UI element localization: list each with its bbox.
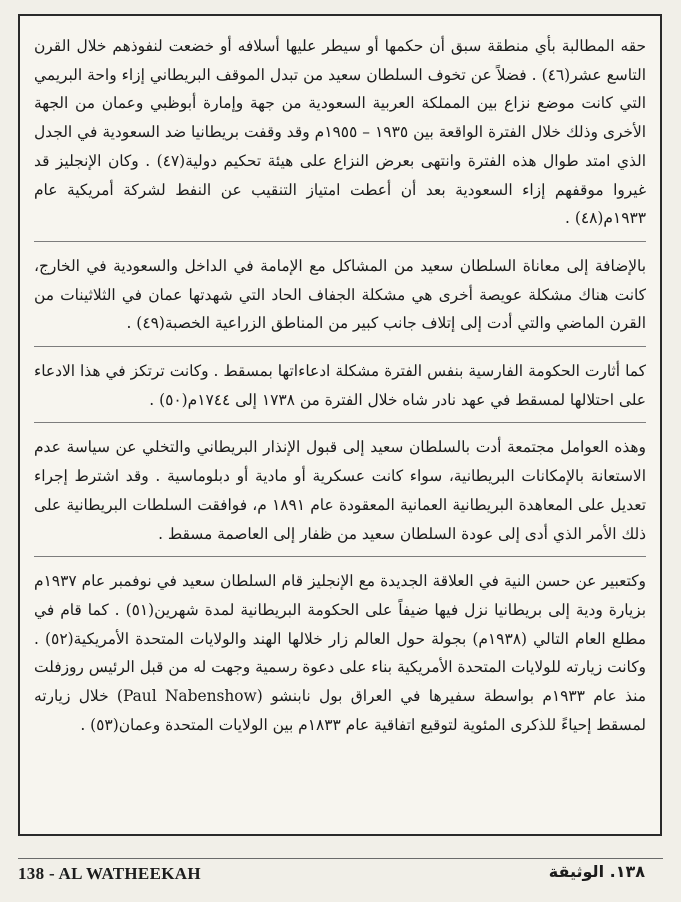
paragraph: حقه المطالبة بأي منطقة سبق أن حكمها أو سيطر عليها أسلافه أو خضعت لنفوذهم خلال القرن التاسع عشر(٤٦) . فضلاً عن تخوف السلطان سعيد من تبدل الموقف البريطاني إزاء واحة البريمي التي كانت موضع نزاع بين المملكة العربية السعودية من جهة وإمارة أبوظبي وعمان من الجهة الأخرى وذلك خلال الفترة الواقعة بين ١٩٣٥ – ١٩٥٥م وقد وقفت بريطانيا ضد السعودية في الجدل الذي امتد طوال هذه الفترة وانتهى بعرض النزاع على هيئة تحكيم دولية(٤٧) . وكان الإنجليز قد غيروا موقفهم إزاء السعودية بعد أن أعطت امتياز التنقيب عن النفط لشركة أمريكية عام ١٩٣٣م(٤٨) . bbox=[34, 32, 646, 242]
footer-page-label-latin: 138 - AL WATHEEKAH bbox=[18, 864, 201, 883]
paragraph: وكتعبير عن حسن النية في العلاقة الجديدة مع الإنجليز قام السلطان سعيد في نوفمبر عام ١٩٣٧م بزيارة ودية إلى بريطانيا نزل فيها ضيفاً على الحكومة البريطانية لمدة شهرين(٥١) . كما قام في مطلع العام التالي (١٩٣٨م) بجولة حول العالم زار خلالها الهند والولايات المتحدة الأمريكية(٥٢) . وكانت زيارته للولايات المتحدة الأمريكية بناء على دعوة رسمية وجهت له من قبل الرئيس روزفلت منذ عام ١٩٣٣م بواسطة سفيرها في العراق بول نابنشو (Paul Nabenshow) خلال زيارته لمسقط إحياءً للذكرى المئوية لتوقيع اتفاقية عام ١٨٣٣م بين الولايات المتحدة وعمان(٥٣) . bbox=[34, 572, 647, 734]
page-frame bbox=[18, 14, 662, 836]
paragraph: وهذه العوامل مجتمعة أدت بالسلطان سعيد إلى قبول الإنذار البريطاني والتخلي عن سياسة عدم الاستعانة بالإمكانات البريطانية، سواء كانت عسكرية أو مادية أو دبلوماسية . وقد اشترط إجراء تعديل على المعاهدة البريطانية العمانية المعقودة عام ١٨٩١ م، فوافقت السلطات البريطانية على ذلك الأمر الذي أدى إلى عودة السلطان سعيد من ظفار إلى العاصمة مسقط . bbox=[34, 433, 646, 557]
footer-divider bbox=[18, 858, 663, 859]
paragraph: كما أثارت الحكومة الفارسية بنفس الفترة مشكلة ادعاءاتها بمسقط . وكانت ترتكز في هذا الادعاء على احتلالها لمسقط في عهد نادر شاه خلال الفترة من ١٧٣٨ إلى ١٧٤٤م(٥٠) . bbox=[34, 357, 646, 423]
paragraph: بالإضافة إلى معاناة السلطان سعيد من المشاكل مع الإمامة في الداخل والسعودية في الخارج، كانت هناك مشكلة عويصة أخرى هي مشكلة الجفاف الحاد التي شهدتها عمان في الثلاثينات من القرن الماضي والتي أدت إلى إتلاف جانب كبير من المناطق الزراعية الخصبة(٤٩) . bbox=[34, 252, 646, 347]
article-body bbox=[34, 32, 646, 747]
footer-page-label-arabic: ١٣٨. الوثيقة bbox=[548, 862, 645, 881]
